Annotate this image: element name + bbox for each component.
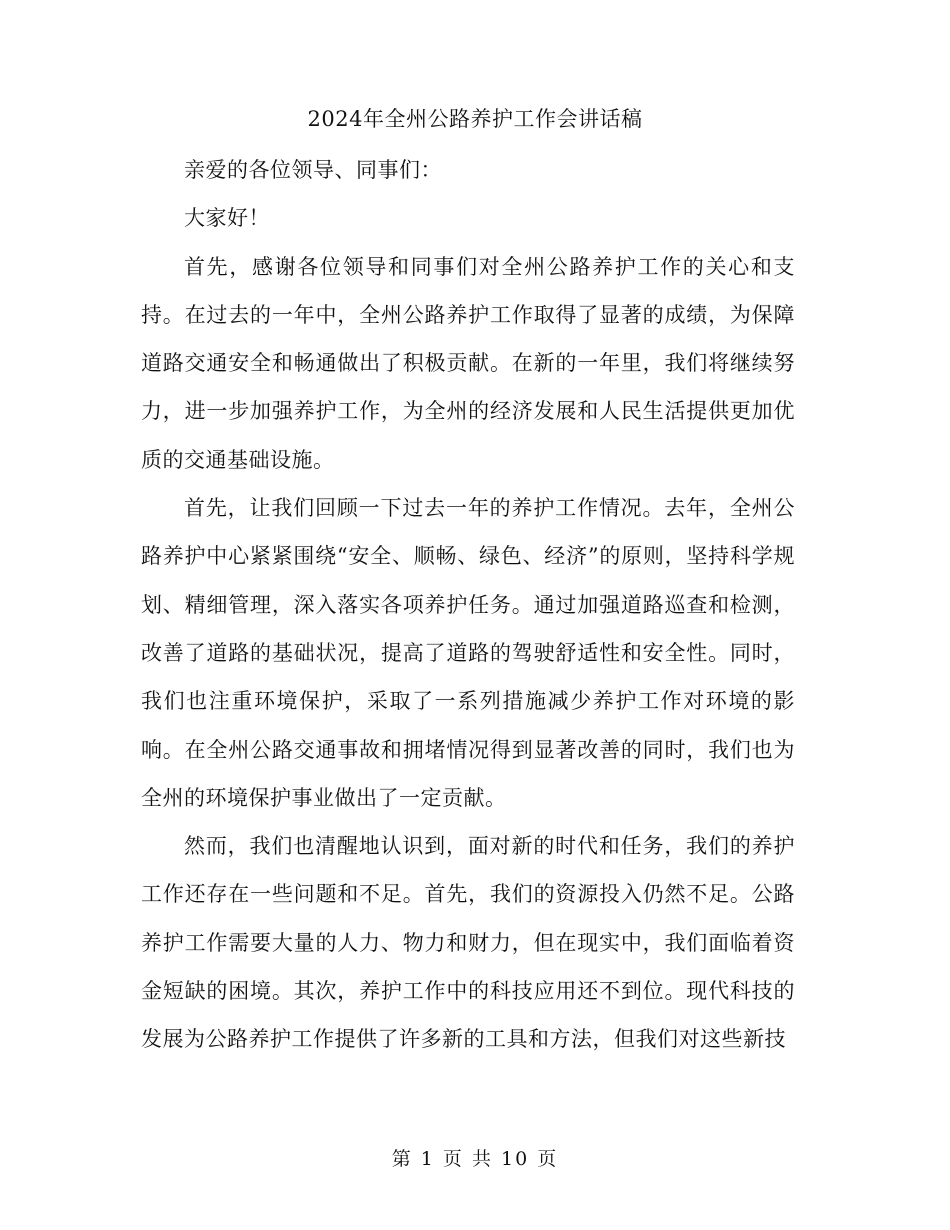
body-paragraph: 首先，感谢各位领导和同事们对全州公路养护工作的关心和支持。在过去的一年中，全州公路养护工作取得了显著的成绩，为保障道路交通安全和畅通做出了积极贡献。在新的一年里，我们将继续努力，进一步加强养护工作，为全州的经济发展和人民生活提供更加优质的交通基础设施。 — [141, 254, 795, 472]
body-paragraph: 然而，我们也清醒地认识到，面对新的时代和任务，我们的养护工作还存在一些问题和不足。首先，我们的资源投入仍然不足。公路养护工作需要大量的人力、物力和财力，但在现实中，我们面临着资金短缺的困境。其次，养护工作中的科技应用还不到位。现代科技的发展为公路养护工作提供了许多新的工具和方法，但我们对这些新技 — [141, 834, 795, 1052]
document-body — [141, 146, 795, 1064]
document-title: 2024年全州公路养护工作会讲话稿 — [307, 107, 643, 131]
greeting-paragraph: 大家好！ — [184, 206, 270, 231]
salutation-paragraph: 亲爱的各位领导、同事们： — [184, 158, 442, 182]
body-paragraph: 首先，让我们回顾一下过去一年的养护工作情况。去年，全州公路养护中心紧紧围绕“安全、顺畅、绿色、经济”的原则，坚持科学规划、精细管理，深入落实各项养护任务。通过加强道路巡查和检测，改善了道路的基础状况，提高了道路的驾驶舒适性和安全性。同时，我们也注重环境保护，采取了一系列措施减少养护工作对环境的影响。在全州公路交通事故和拥堵情况得到显著改善的同时，我们也为全州的环境保护事业做出了一定贡献。 — [141, 496, 795, 810]
page-number-footer: 第 1 页 共 10 页 — [391, 1148, 559, 1170]
